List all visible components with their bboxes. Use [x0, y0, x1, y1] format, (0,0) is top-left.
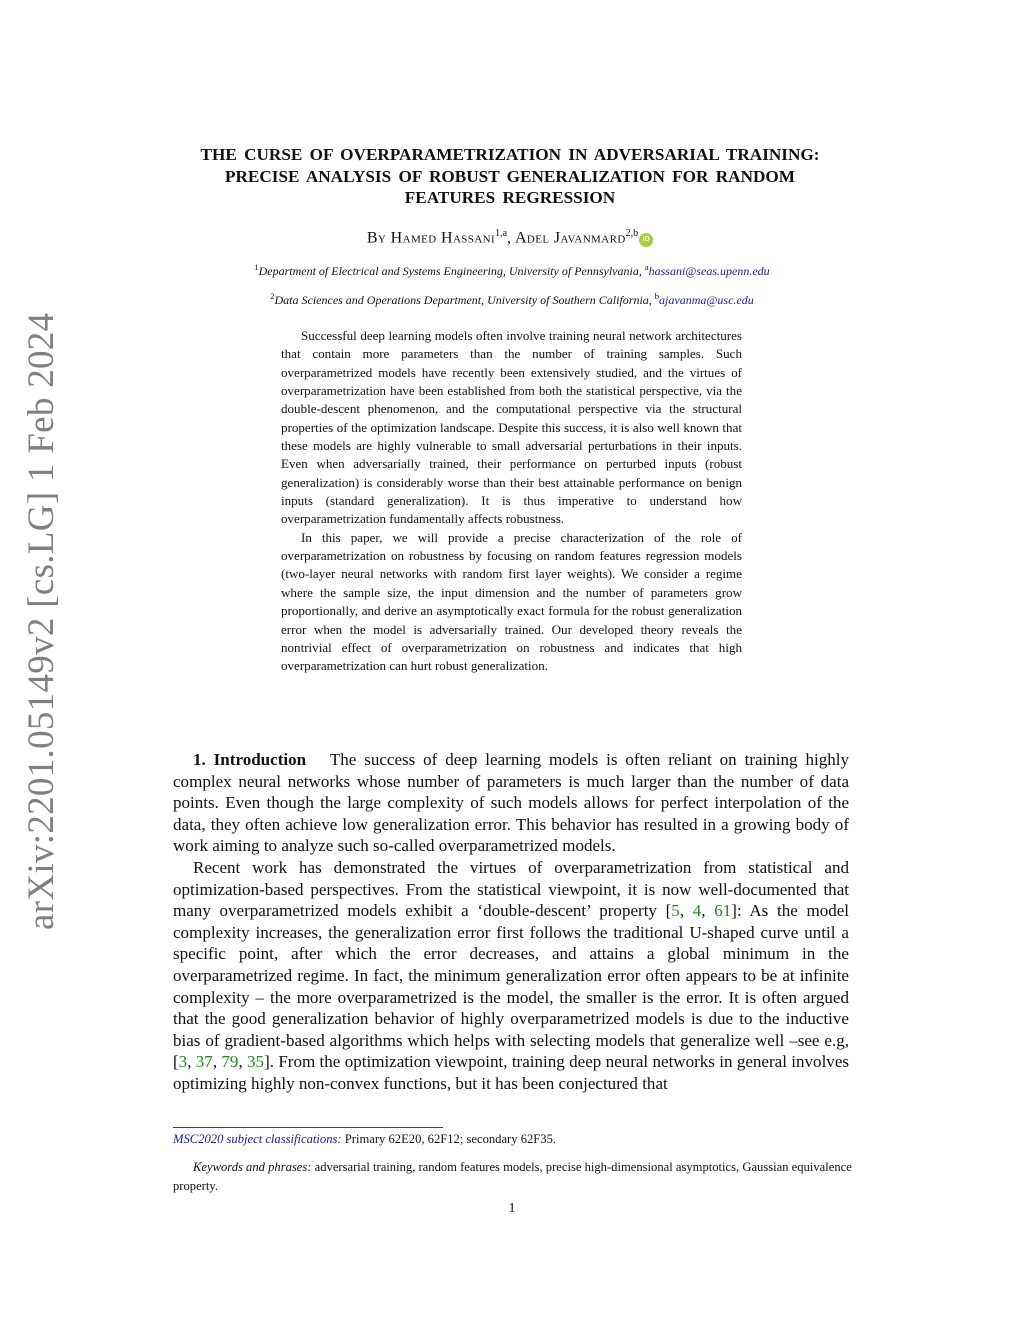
author-1-name: Hamed Hassani: [390, 229, 496, 247]
title-line-2: PRECISE ANALYSIS OF ROBUST GENERALIZATION FOR RANDOM: [224, 166, 795, 186]
footnote-divider: [173, 1127, 443, 1128]
author-2-affiliation-mark: 2,b: [625, 228, 639, 239]
affiliation-2: [100, 291, 924, 308]
introduction-section: [173, 749, 849, 1095]
affiliation-1-email-mark: a: [644, 262, 649, 272]
orcid-icon[interactable]: iD: [639, 233, 653, 247]
author-separator: ,: [507, 229, 515, 247]
abstract-paragraph-2: In this paper, we will provide a precise characterization of the role of overparametrization on robustness by focusing on random features regression models (two-layer neural networks with random first layer weights). We consider a regime where the sample size, the input dimension and the number of parameters grow proportionally, and derive an asymptotically exact formula for the robust generalization error when the model is adversarially trained. Our developed theory reveals the nontrivial effect of overparametrization on robustness and indicates that high overparametrization can hurt robust generalization.: [281, 529, 742, 674]
paragraph-2-text-a: Recent work has demonstrated the virtues of overparametrization from statistical and optimization-based perspectives. From the statistical viewpoint, it is now well-documented that many overparametrized models exhibit a ‘double-descent’ property [: [173, 857, 849, 921]
author-2-name: Adel Javanmard: [514, 229, 626, 247]
section-heading: 1. Introduction: [193, 750, 307, 769]
affiliation-2-text: Data Sciences and Operations Department, University of Southern California,: [274, 293, 655, 307]
introduction-paragraph-1-text: The success of deep learning models is often reliant on training highly complex neural networks whose number of parameters is much larger than the number of data points. Even though the large complexity of such models allows for perfect interpolation of the data, they often achieve low generalization error. This behavior has resulted in a growing body of work aiming to analyze such so-called overparametrized models.: [173, 750, 849, 856]
abstract: [281, 327, 742, 676]
page-number: 1: [508, 1201, 516, 1216]
paper-title: [160, 144, 860, 209]
paragraph-2-text-c: ]. From the optimization viewpoint, training deep neural networks in general involves optimizing highly non-convex functions, but it has been conjectured that: [173, 1052, 849, 1093]
keywords-text: adversarial training, random features models, precise high-dimensional asymptotics, Gaussian equivalence property.: [173, 1160, 852, 1193]
affiliation-1-text: Department of Electrical and Systems Engineering, University of Pennsylvania,: [258, 264, 645, 278]
msc-classification-link[interactable]: MSC2020 subject classifications:: [173, 1132, 342, 1146]
citation-link[interactable]: 35: [247, 1052, 265, 1072]
introduction-paragraph-1: [173, 749, 849, 857]
affiliation-2-email-mark: b: [654, 291, 660, 301]
citation-link[interactable]: 5: [671, 901, 680, 921]
citation-link[interactable]: 3: [178, 1052, 188, 1072]
arxiv-identifier-stamp: arXiv:2201.05149v2 [cs.LG] 1 Feb 2024: [21, 312, 62, 930]
author-list: [160, 228, 860, 247]
msc-classification-footnote: [173, 1132, 853, 1147]
keywords-footnote: [173, 1158, 853, 1196]
introduction-paragraph-2: Recent work has demonstrated the virtues of overparametrization from statistical and optimization-based perspectives. From the statistical viewpoint, it is now well-documented that many overparametrized models exhibit a ‘double-descent’ property [5, 4, 61]: As the model complexity increases, the generalization error first follows the traditional U-shaped curve until a specific point, after which the error decreases, and attains a global minimum in the overparametrized regime. In fact, the minimum generalization error often appears to be at infinite complexity – the more overparametrized is the model, the smaller is the error. It is often argued that the good generalization behavior of highly overparametrized models is due to the inductive bias of gradient-based algorithms which helps with selecting models that generalize well –see e.g, [3, 37, 79, 35]. From the optimization viewpoint, training deep neural networks in general involves optimizing highly non-convex functions, but it has been conjectured that: [173, 857, 850, 1093]
affiliation-2-email-link[interactable]: ajavanma@usc.edu: [659, 293, 754, 307]
author-prefix: By: [366, 229, 391, 247]
title-line-1: THE CURSE OF OVERPARAMETRIZATION IN ADVERSARIAL TRAINING:: [200, 145, 820, 164]
citation-link[interactable]: 79: [221, 1052, 239, 1072]
citation-link[interactable]: 37: [195, 1052, 213, 1072]
paragraph-2-text-b: ]: As the model complexity increases, the generalization error first follows the traditional U-shaped curve until a specific point, after which the error decreases, and attains a global minimum in the overparametrized regime. In fact, the minimum generalization error often appears to be at infinite complexity – the more overparametrized is the model, the smaller is the error. It is often argued that the good generalization behavior of highly overparametrized models is due to the inductive bias of gradient-based algorithms which helps with selecting models that generalize well –see e.g, [: [173, 901, 850, 1072]
affiliation-1-email-link[interactable]: hassani@seas.upenn.edu: [648, 264, 770, 278]
author-1-affiliation-mark: 1,a: [495, 228, 508, 239]
affiliation-2-number: 2: [270, 291, 275, 301]
affiliation-1-number: 1: [254, 262, 259, 272]
msc-classification-text: Primary 62E20, 62F12; secondary 62F35.: [341, 1132, 557, 1146]
affiliation-1: [100, 262, 924, 279]
citation-link[interactable]: 61: [714, 901, 732, 921]
abstract-paragraph-1: Successful deep learning models often involve training neural network architectures that contain more parameters than the number of training samples. Such overparametrized models have recently been extensively studied, and the virtues of overparametrization have been established from both the statistical perspective, via the double-descent phenomenon, and the computational perspective via the structural properties of the optimization landscape. Despite this success, it is also well known that these models are highly vulnerable to small adversarial perturbations in their inputs. Even when adversarially trained, their performance on perturbed inputs (robust generalization) is considerably worse than their best attainable performance on benign inputs (standard generalization). It is thus imperative to understand how overparametrization fundamentally affects robustness.: [281, 328, 742, 527]
keywords-label: Keywords and phrases:: [193, 1160, 312, 1174]
citation-link[interactable]: 4: [692, 901, 702, 921]
title-line-3: FEATURES REGRESSION: [404, 188, 616, 207]
